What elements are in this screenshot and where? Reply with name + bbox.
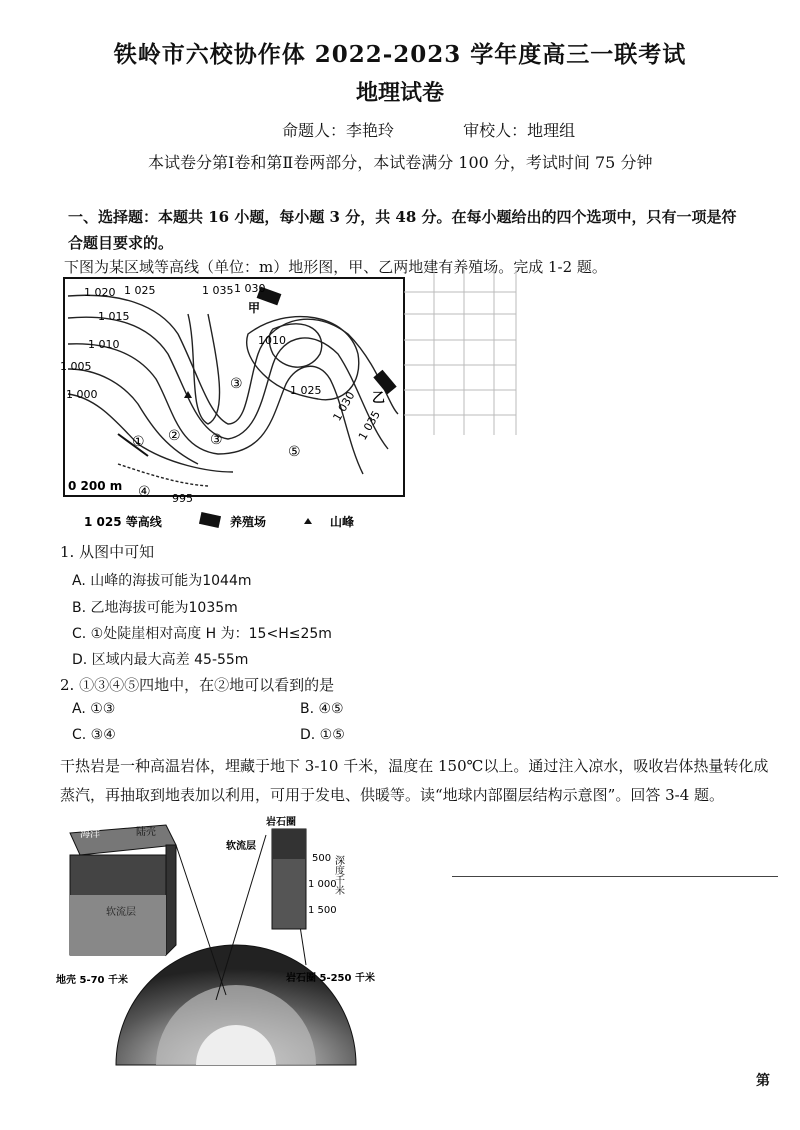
scale-label: 0 200 m bbox=[68, 479, 123, 493]
legend-farm: 养殖场 bbox=[230, 515, 267, 529]
question-2-stem: 2. ①③④⑤四地中，在②地可以看到的是 bbox=[60, 676, 335, 694]
contour-label: 1 005 bbox=[60, 360, 92, 373]
legend-contour: 1 025 等高线 bbox=[84, 515, 162, 529]
q2-option-c[interactable]: C. ③④ bbox=[72, 727, 116, 743]
exam-title: 铁岭市六校协作体 2022-2023 学年度高三一联考试 bbox=[113, 41, 687, 68]
label-ocean: 海洋 bbox=[80, 829, 100, 840]
depth-500: 500 bbox=[312, 853, 332, 864]
contour-label: 1 030 bbox=[234, 282, 266, 295]
contour-label: 1 035 bbox=[202, 284, 234, 297]
q1-option-d[interactable]: D. 区域内最大高差 45-55m bbox=[72, 652, 249, 668]
contour-label: 1 015 bbox=[98, 310, 130, 323]
question-intro-2: 干热岩是一种高温岩体，埋藏于地下 3-10 千米，温度在 150℃以上。通过注入凉水，吸收岩体热量转化成蒸汽，再抽取到地表加以利用，可用于发电、供暖等。读“地球内部圈层结构示意图”。回答 3-4 题。 bbox=[60, 757, 769, 804]
exam-note: 本试卷分第Ⅰ卷和第Ⅱ卷两部分，本试卷满分 100 分，考试时间 75 分钟 bbox=[148, 153, 653, 172]
divider-line bbox=[452, 876, 778, 877]
contour-label: 995 bbox=[172, 492, 193, 505]
page-mark: 第 bbox=[756, 1073, 770, 1089]
contour-map bbox=[58, 274, 412, 534]
label-asthenosphere: 软流层 bbox=[226, 841, 256, 852]
subject-title: 地理试卷 bbox=[355, 80, 444, 106]
q1-option-c[interactable]: C. ①处陡崖相对高度 H 为：15<H≤25m bbox=[72, 626, 332, 642]
depth-1000: 1 000 bbox=[308, 879, 337, 890]
q2-option-a[interactable]: A. ①③ bbox=[72, 701, 116, 717]
label-continental-crust: 陆壳 bbox=[136, 827, 156, 838]
label-depth-unit: 深度千米 bbox=[332, 855, 344, 895]
point-label: ③ bbox=[230, 376, 243, 392]
point-label: ⑤ bbox=[288, 444, 301, 460]
label-asthenosphere-block: 软流层 bbox=[106, 907, 136, 918]
contour-label: 1 025 bbox=[290, 384, 322, 397]
block-side bbox=[166, 845, 176, 955]
q2-option-b[interactable]: B. ④⑤ bbox=[300, 701, 344, 717]
point-label: ④ bbox=[138, 484, 151, 500]
contour-label: 1 025 bbox=[124, 284, 156, 297]
reviewer: 审校人：地理组 bbox=[463, 121, 576, 140]
legend-peak: 山峰 bbox=[330, 515, 355, 529]
block-asthenosphere bbox=[70, 895, 166, 955]
earth-structure-figure bbox=[56, 815, 375, 1065]
question-1-stem: 1. 从图中可知 bbox=[60, 543, 155, 561]
background-grid bbox=[404, 270, 520, 440]
point-label: ③ bbox=[210, 432, 223, 448]
question-intro-1: 下图为某区域等高线（单位：m）地形图，甲、乙两地建有养殖场。完成 1-2 题。 bbox=[64, 258, 607, 276]
label-lithosphere-top: 岩石圈 bbox=[266, 817, 296, 828]
contour-label: 1 020 bbox=[84, 286, 116, 299]
q1-option-b[interactable]: B. 乙地海拔可能为1035m bbox=[72, 600, 238, 616]
authors-line bbox=[282, 118, 639, 141]
contour-line bbox=[68, 394, 233, 472]
label-lithosphere-range: 岩石圈 5-250 千米 bbox=[286, 973, 375, 984]
contour-line bbox=[68, 344, 363, 474]
legend-farm-icon bbox=[199, 512, 221, 528]
section-heading: 一、选择题：本题共 16 小题，每小题 3 分，共 48 分。在每小题给出的四个选项中，只有一项是符合题目要求的。 bbox=[68, 208, 737, 252]
place-label-jia: 甲 bbox=[248, 301, 261, 315]
q2-option-d[interactable]: D. ①⑤ bbox=[300, 727, 345, 743]
q1-option-a[interactable]: A. 山峰的海拔可能为1044m bbox=[72, 573, 252, 589]
point-label: ① bbox=[132, 434, 145, 450]
place-label-yi: 乙 bbox=[372, 391, 386, 406]
contour-label: 1010 bbox=[258, 334, 286, 347]
label-crust: 地壳 5-70 千米 bbox=[56, 975, 128, 986]
author: 命题人：李艳玲 bbox=[282, 121, 395, 140]
contour-label: 1 030 bbox=[330, 389, 358, 424]
contour-label: 1 000 bbox=[66, 388, 98, 401]
contour-label: 1 035 bbox=[355, 408, 383, 443]
depth-1500: 1 500 bbox=[308, 905, 337, 916]
depth-column-lithosphere bbox=[272, 829, 306, 859]
contour-label: 1 010 bbox=[88, 338, 120, 351]
point-label: ② bbox=[168, 428, 181, 444]
legend-peak-icon bbox=[304, 518, 312, 524]
